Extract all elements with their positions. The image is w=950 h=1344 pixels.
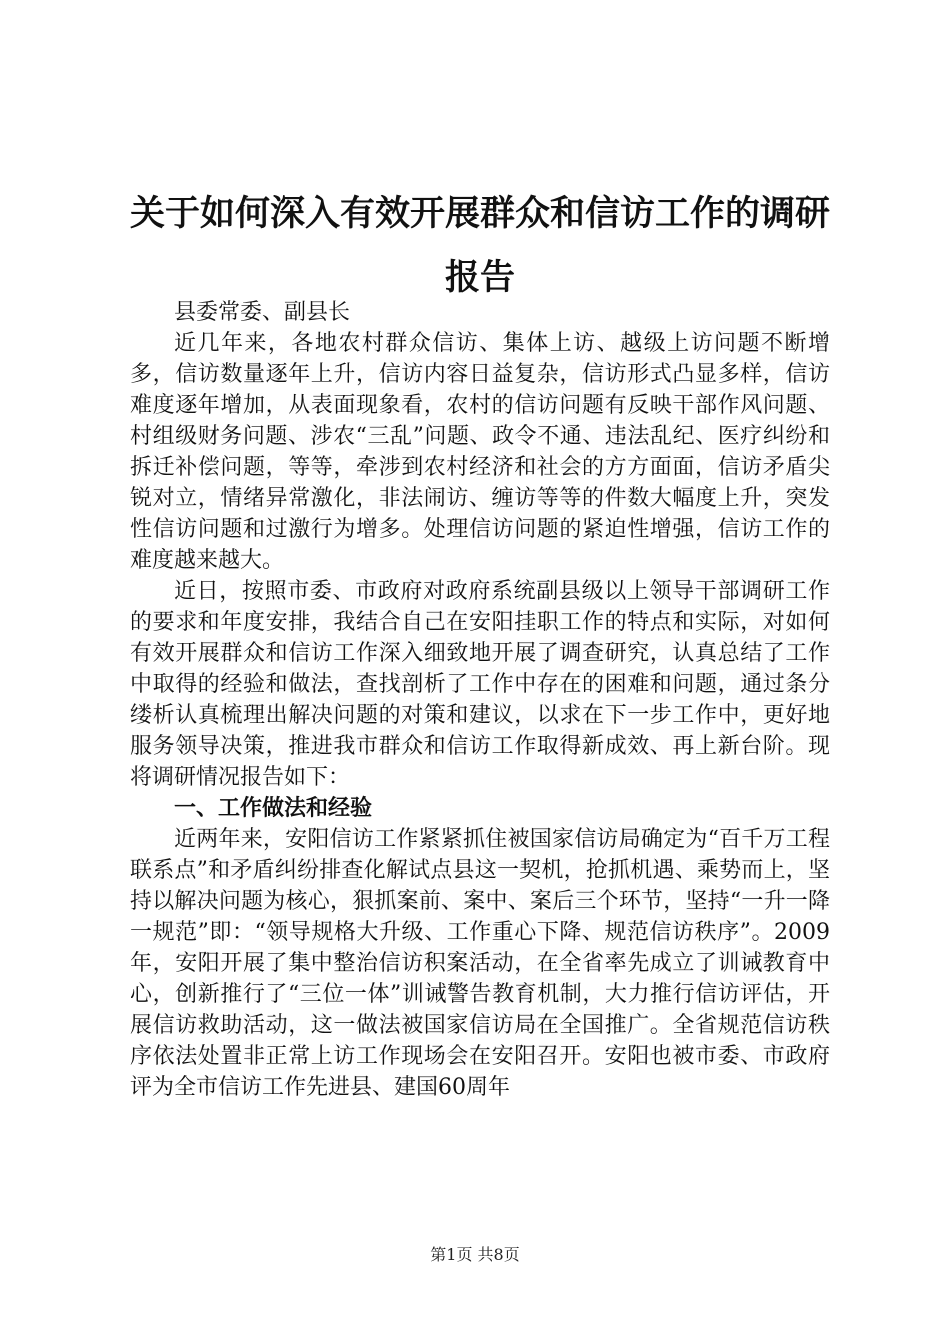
paragraph-1: 近几年来，各地农村群众信访、集体上访、越级上访问题不断增多，信访数量逐年上升，信访内容日益复杂，信访形式凸显多样，信访难度逐年增加，从表面现象看，农村的信访问题有反映干部作风问题、村组级财务问题、涉农“三乱”问题、政令不通、违法乱纪、医疗纠纷和拆迁补偿问题，等等，牵涉到农村经济和社会的方方面面，信访矛盾尖锐对立，情绪异常激化，非法闹访、缠访等等的件数大幅度上升，突发性信访问题和过激行为增多。处理信访问题的紧迫性增强，信访工作的难度越来越大。 [130,331,830,573]
paragraph-2: 近日，按照市委、市政府对政府系统副县级以上领导干部调研工作的要求和年度安排，我结合自己在安阳挂职工作的特点和实际，对如何有效开展群众和信访工作深入细致地开展了调查研究，认真总结了工作中取得的经验和做法，查找剖析了工作中存在的困难和问题，通过条分缕析认真梳理出解决问题的对策和建议，以求在下一步工作中，更好地服务领导决策，推进我市群众和信访工作取得新成效、再上新台阶。现将调研情况报告如下： [130,579,830,790]
document-body [130,297,830,1103]
document-title: 关于如何深入有效开展群众和信访工作的调研报告 [129,193,830,298]
section-paragraph: 近两年来，安阳信访工作紧紧抓住被国家信访局确定为“百千万工程联系点”和矛盾纠纷排查化解试点县这一契机，抢抓机遇、乘势而上，坚持以解决问题为核心，狠抓案前、案中、案后三个环节，坚持“一升一降一规范”即：“领导规格大升级、工作重心下降、规范信访秩序”。2009年，安阳开展了集中整治信访积案活动，在全省率先成立了训诫教育中心，创新推行了“三位一体”训诫警告教育机制，大力推行信访评估，开展信访救助活动，这一做法被国家信访局在全国推广。全省规范信访秩序依法处置非正常上访工作现场会在安阳召开。安阳也被市委、市政府评为全市信访工作先进县、建国60周年 [130,827,830,1100]
page-footer: 第1页 共8页 [430,1245,520,1264]
section-heading: 一、工作做法和经验 [174,795,373,821]
author-byline: 县委常委、副县长 [174,300,351,325]
